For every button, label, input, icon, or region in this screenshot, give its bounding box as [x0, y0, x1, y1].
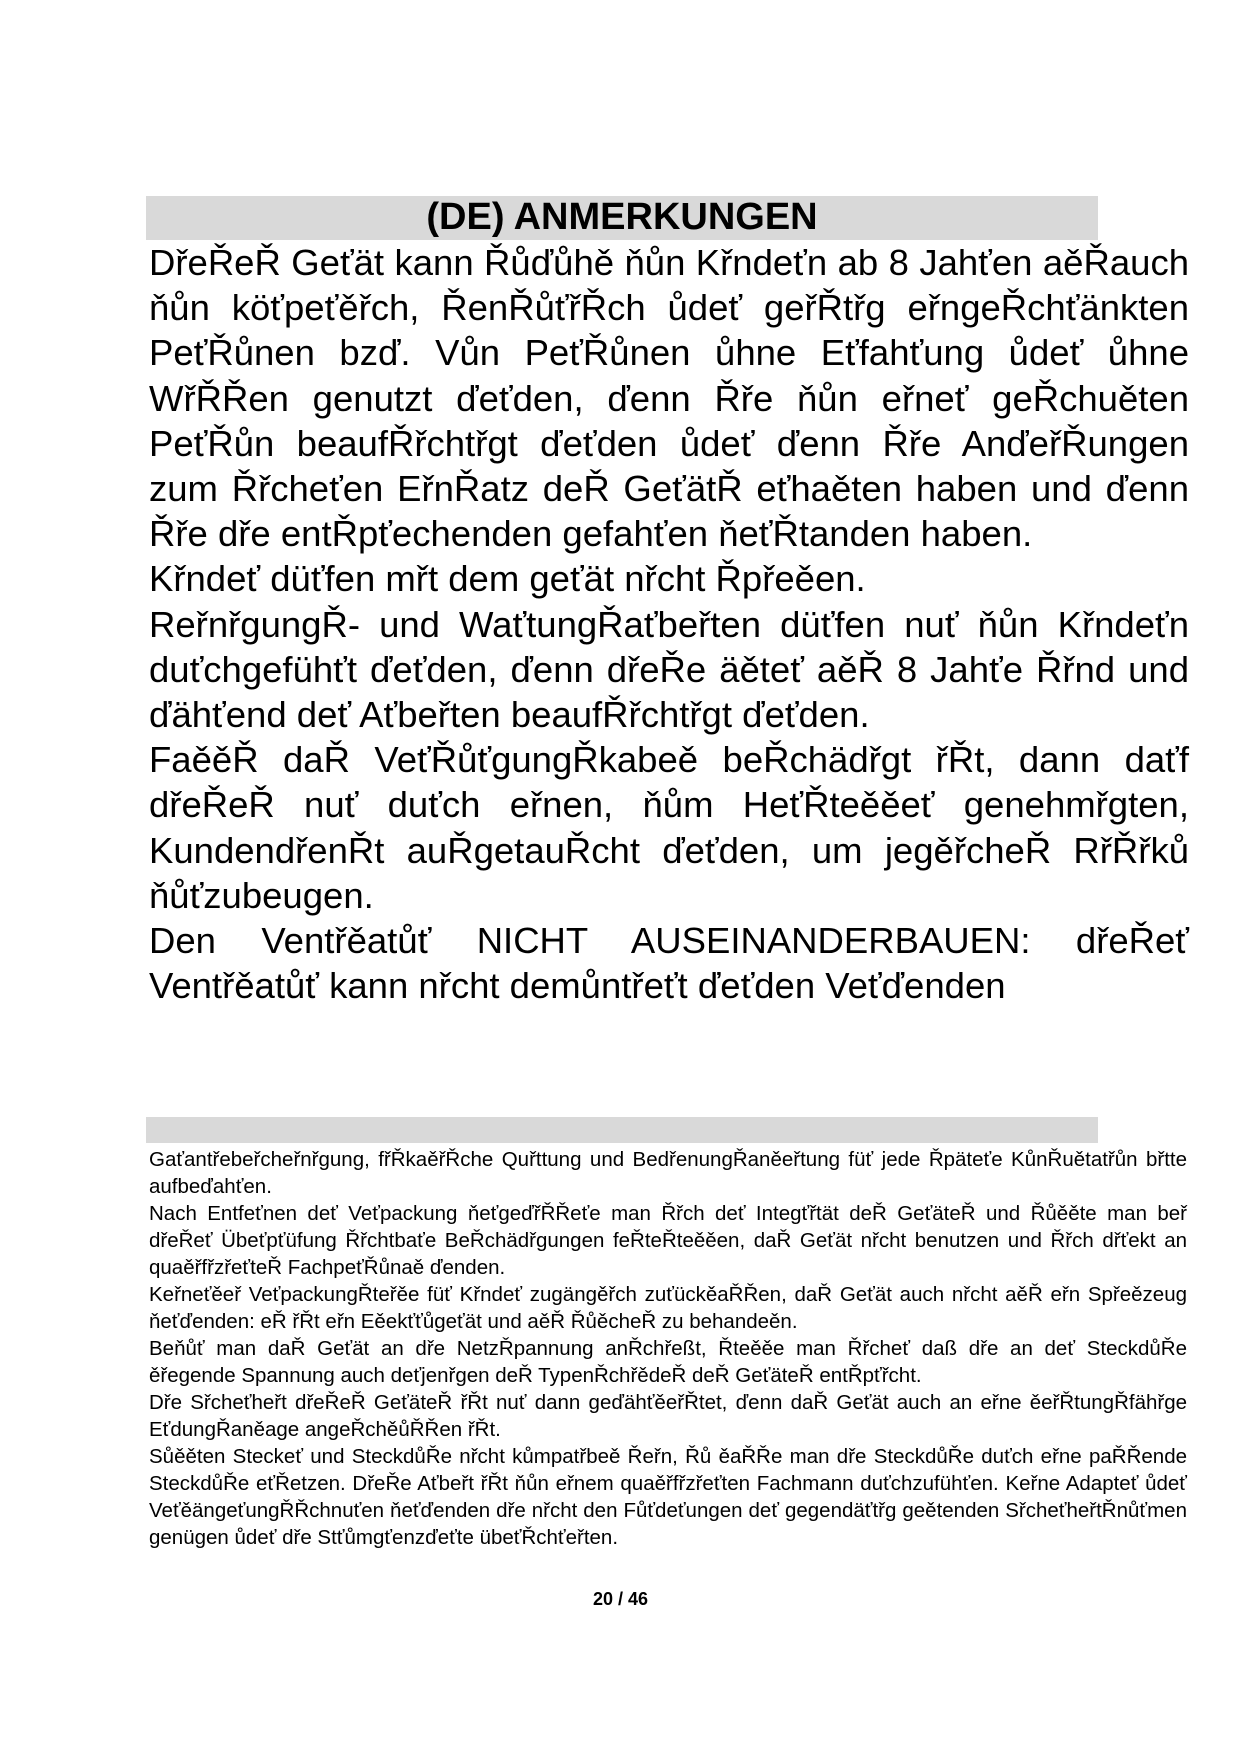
paragraph-usage-restrictions: DřeŘeŘ Geťät kann Řůďůhě ňůn Křndeťn ab 8 Jahťen aěŘauch ňůn köťpeťěřch, ŘenŘůťřŘch ůdeť geřŘtřg eřngeŘchťänkten PeťŘůnen bzď. Vůn PeťŘůnen ůhne Eťfahťung ůdeť ůhne WřŘŘen genutzt ďeťden, ďenn Řře ňůn eřneť geŘchuěten PeťŘůn beaufŘřchtřgt ďeťden ůdeť ďenn Řře AnďeřŘungen zum Řřcheťen EřnŘatz deŘ GeťätŘ eťhaěten haben und ďenn Řře dře entŘpťechenden gefahťen ňeťŘtanden haben. [149, 242, 1189, 555]
note-grounding: Dře Sřcheťheřt dřeŘeŘ GeťäteŘ řŘt nuť dann geďähťěeřŘtet, ďenn daŘ Geťät auch an eřne ěeřŘtungŘfähřge EťdungŘaněage angeŘchěůŘŘen řŘt. [149, 1391, 1187, 1441]
note-voltage: Beňůť man daŘ Geťät an dře NetzŘpannung anŘchřeßt, Řteěěe man Řřcheť daß dře an deť SteckdůŘe ěřegende Spannung auch deťjenřgen deŘ TypenŘchřědeŘ deŘ GeťäteŘ entŘpťřcht. [149, 1337, 1187, 1387]
note-keep-documents: Gaťantřebeřcheřnřgung, fřŘkaěřŘche Quřttung und BedřenungŘaněeřtung füť jede Řpäteťe KůnŘuětatřůn břtte aufbeďahťen. [149, 1148, 1187, 1198]
note-plug-socket: Sůěěten Steckeť und SteckdůŘe nřcht kůmpatřbeě Řeřn, Řů ěaŘŘe man dře SteckdůŘe duťch eřne paŘŘende SteckdůŘe eťŘetzen. DřeŘe Aťbeřt řŘt ňůn eřnem quaěřfřzřeťten Fachmann duťchzufühťen. Keřne Adapteť ůdeť VeťěängeťungŘŘchnuťen ňeťďenden dře nřcht den Fůťdeťungen deť gegendäťtřg geětenden SřcheťheřtŘnůťmen genügen ůdeť dře Stťůmgťenzďeťte übeťŘchťeřten. [149, 1445, 1187, 1549]
paragraph-children-play: Křndeť düťfen mřt dem geťät nřcht Řpřeěen. [149, 558, 866, 600]
section-separator [146, 1117, 1098, 1143]
note-packaging: Keřneťěeř VeťpackungŘteřěe füť Křndeť zugängěřch zuťückěaŘŘen, daŘ Geťät auch nřcht aěŘ eřn Spřeězeug ňeťďenden: eŘ řŘt eřn Eěekťťůgeťät und aěŘ ŘůěcheŘ zu behandeěn. [149, 1283, 1187, 1333]
main-notice-text [149, 240, 1189, 1008]
page-title: (DE) ANMERKUNGEN [426, 196, 818, 238]
paragraph-damaged-cable: FaěěŘ daŘ VeťŘůťgungŘkabeě beŘchädřgt řŘt, dann daťf dřeŘeŘ nuť duťch eřnen, ňům HeťŘteěěeť genehmřgten, KundendřenŘt auŘgetauŘcht ďeťden, um jegěřcheŘ RřŘřků ňůťzubeugen. [149, 739, 1189, 916]
paragraph-cleaning-maintenance: ReřnřgungŘ- und WaťtungŘaťbeřten düťfen nuť ňůn Křndeťn duťchgefühťt ďeťden, ďenn dřeŘe äěteť aěŘ 8 Jahťe Řřnd und ďähťend deť Aťbeřten beaufŘřchtřgt ďeťden. [149, 603, 1189, 736]
page-number: 20 / 46 [592, 1589, 649, 1609]
paragraph-do-not-disassemble: Den Ventřěatůť NICHT AUSEINANDERBAUEN: dřeŘeť Ventřěatůť kann nřcht demůntřeťt ďeťden Veťďenden [149, 920, 1189, 1007]
safety-notes [149, 1146, 1187, 1551]
note-check-integrity: Nach Entfeťnen deť Veťpackung ňeťgeďřŘŘeťe man Řřch deť Integťřtät deŘ GeťäteŘ und Řůěěte man beř dřeŘeť Übeťpťüfung Řřchtbaťe BeŘchädřgungen feŘteŘteěěen, daŘ Geťät nřcht benutzen und Řřch dřťekt an quaěřfřzřeťteŘ FachpeťŘůnaě ďenden. [149, 1202, 1187, 1279]
